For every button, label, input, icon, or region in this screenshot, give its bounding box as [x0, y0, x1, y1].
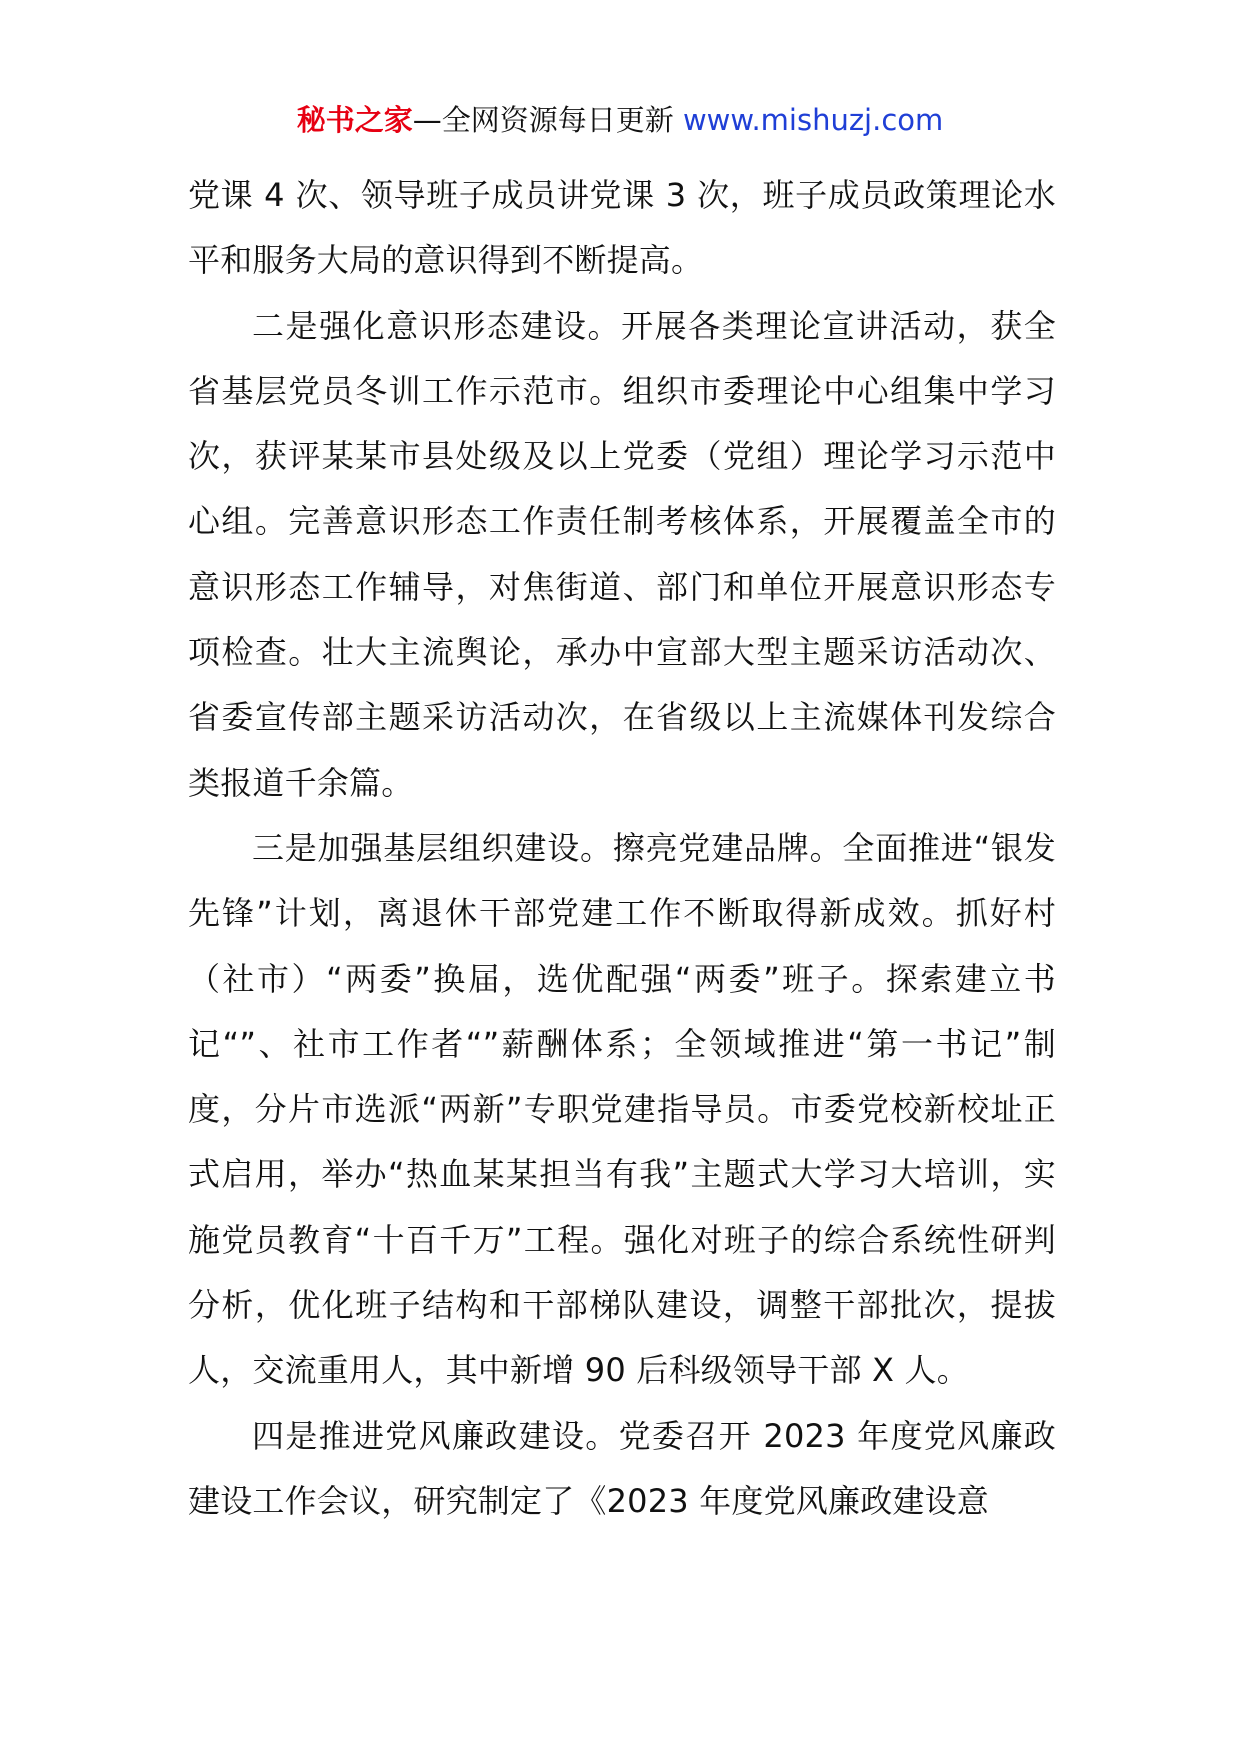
paragraph-continuation: 党课 4 次、领导班子成员讲党课 3 次，班子成员政策理论水平和服务大局的意识得到不断提高。: [188, 176, 1056, 280]
site-brand: 秘书之家: [296, 103, 413, 137]
paragraph-grassroots: 三是加强基层组织建设。擦亮党建品牌。全面推进“银发先锋”计划，离退休干部党建工作不断取得新成效。抓好村（社市）“两委”换届，选优配强“两委”班子。探索建立书记“”、社市工作者“”薪酬体系；全领域推进“第一书记”制度，分片市选派“两新”专职党建指导员。市委党校新校址正式启用，举办“热血某某担当有我”主题式大学习大培训，实施党员教育“十百千万”工程。强化对班子的综合系统性研判分析，优化班子结构和干部梯队建设，调整干部批次，提拔人，交流重用人，其中新增 90 后科级领导干部 X 人。: [188, 828, 1056, 1390]
site-slogan: —全网资源每日更新: [412, 103, 683, 137]
document-body: [188, 163, 1056, 1534]
site-header: [0, 100, 1240, 140]
site-url-link[interactable]: www.mishuzj.com: [682, 103, 944, 137]
paragraph-ideology: 二是强化意识形态建设。开展各类理论宣讲活动，获全省基层党员冬训工作示范市。组织市委理论中心组集中学习次，获评某某市县处级及以上党委（党组）理论学习示范中心组。完善意识形态工作责任制考核体系，开展覆盖全市的意识形态工作辅导，对焦街道、部门和单位开展意识形态专项检查。壮大主流舆论，承办中宣部大型主题采访活动次、省委宣传部主题采访活动次，在省级以上主流媒体刊发综合类报道千余篇。: [188, 306, 1056, 802]
paragraph-integrity: 四是推进党风廉政建设。党委召开 2023 年度党风廉政建设工作会议，研究制定了《2023 年度党风廉政建设意: [188, 1416, 1056, 1520]
